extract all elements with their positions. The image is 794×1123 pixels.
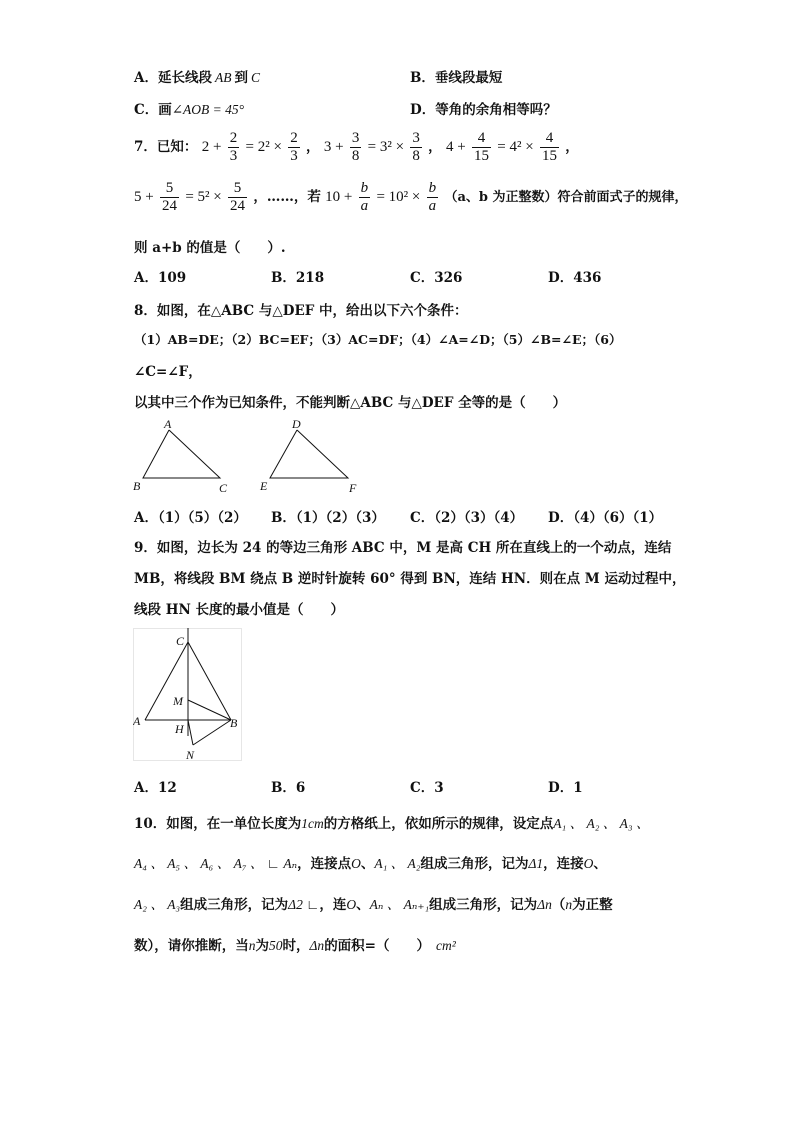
q7-option-a: A．109: [134, 270, 187, 286]
q10-line4: 数），请你推断，当n为50时，Δn的面积=（ ） cm²: [134, 938, 456, 954]
q7-option-d: D．436: [548, 270, 602, 286]
label-c: C: [219, 481, 228, 495]
q7-line2: 5 + $\frac{5}{24}$ = 5² × $\frac{5}{24}$ ，……，若 10 + $\frac{b}{a}$ = 10² × $\frac{b}{a}$ （a、b 为正整数）符合前面式子的规律，: [134, 180, 688, 214]
fraction: $\frac{2}{3}$: [229, 130, 238, 164]
q9-line3: 线段 HN 长度的最小值是（ ）: [134, 602, 344, 618]
q9-option-a: A．12: [134, 780, 177, 796]
triangle-def: [259, 417, 357, 495]
label-b: B: [230, 716, 238, 730]
label-m: M: [173, 694, 183, 708]
label-f: F: [349, 481, 357, 495]
fraction: $\frac{3}{8}$: [351, 130, 360, 164]
q8-triangles-figure: [130, 414, 370, 496]
q8-line1: 8．如图，在△ABC 与△DEF 中，给出以下六个条件：: [134, 303, 468, 319]
label-d: D: [292, 417, 301, 431]
fraction: $\frac{b}{a}$: [428, 180, 437, 214]
fraction: $\frac{5}{24}$: [162, 180, 178, 214]
q6-option-d: D．等角的余角相等吗？: [410, 102, 557, 118]
fraction: $\frac{3}{8}$: [412, 130, 420, 164]
q10-line3: A₂ 、 A₃组成三角形，记为Δ2 ∟，连O、Aₙ 、 Aₙ₊₁组成三角形，记为Δn（n为正整: [134, 897, 613, 913]
fraction: $\frac{4}{15}$: [541, 130, 557, 164]
fraction: $\frac{b}{a}$: [360, 180, 369, 214]
label-a: A: [133, 714, 141, 728]
q8-line3: ∠C=∠F，: [134, 364, 202, 380]
triangle-abc: [133, 417, 228, 495]
q6-option-a: A．延长线段 AB 到 C: [134, 70, 260, 86]
label-b: B: [133, 479, 141, 493]
q10-line1: 10．如图，在一单位长度为1cm的方格纸上，依如所示的规律，设定点A₁ 、 A₂ 、 A₃ 、: [134, 816, 650, 832]
q9-triangle-figure: [133, 628, 245, 764]
q8-option-d: D．（4）（6）（1）: [548, 510, 663, 526]
q9-line1: 9．如图，边长为 24 的等边三角形 ABC 中，M 是高 CH 所在直线上的一个动点，连结: [134, 540, 672, 556]
q8-option-a: A．（1）（5）（2）: [134, 510, 247, 526]
q8-line4: 以其中三个作为已知条件，不能判断△ABC 与△DEF 全等的是（ ）: [134, 395, 567, 411]
q7-option-b: B．218: [271, 270, 325, 286]
fraction: $\frac{5}{24}$: [230, 180, 246, 214]
q8-option-b: B．（1）（2）（3）: [271, 510, 385, 526]
q9-option-c: C．3: [410, 780, 444, 796]
fraction: $\frac{2}{3}$: [290, 130, 298, 164]
q7-option-c: C．326: [410, 270, 463, 286]
q10-line2: A₄ 、 A₅ 、 A₆ 、 A₇ 、 ∟ Aₙ，连接点O、A₁ 、 A₂组成三角形，记为Δ1，连接O、: [134, 856, 607, 872]
q8-line2: （1）AB=DE；（2）BC=EF；（3）AC=DF；（4）∠A=∠D；（5）∠B=∠E；（6）: [134, 332, 622, 347]
q6-option-b: B．垂线段最短: [410, 70, 503, 86]
fraction: $\frac{4}{15}$: [473, 130, 489, 164]
q9-option-b: B．6: [271, 780, 306, 796]
q7-line3: 则 a+b 的值是（ ）.: [134, 240, 286, 256]
label-n: N: [186, 748, 195, 762]
label-c: C: [176, 634, 185, 648]
q7-line1: 7．已知： 2 + $\frac{2}{3}$ = 2² × $\frac{2}{3}$ ， 3 + $\frac{3}{8}$ = 3² × $\frac{3}{8}$ ， 4 + $\frac{4}{15}$ = 4² × $\frac{4}{15}$ ，: [134, 130, 579, 164]
q6-option-c: C．画∠AOB = 45°: [134, 102, 245, 118]
q9-line2: MB，将线段 BM 绕点 B 逆时针旋转 60° 得到 BN，连结 HN．则在点 M 运动过程中，: [134, 571, 686, 587]
q9-option-d: D．1: [548, 780, 583, 796]
label-a: A: [164, 417, 172, 431]
q8-option-c: C．（2）（3）（4）: [410, 510, 524, 526]
label-e: E: [260, 479, 268, 493]
label-h: H: [175, 722, 184, 736]
